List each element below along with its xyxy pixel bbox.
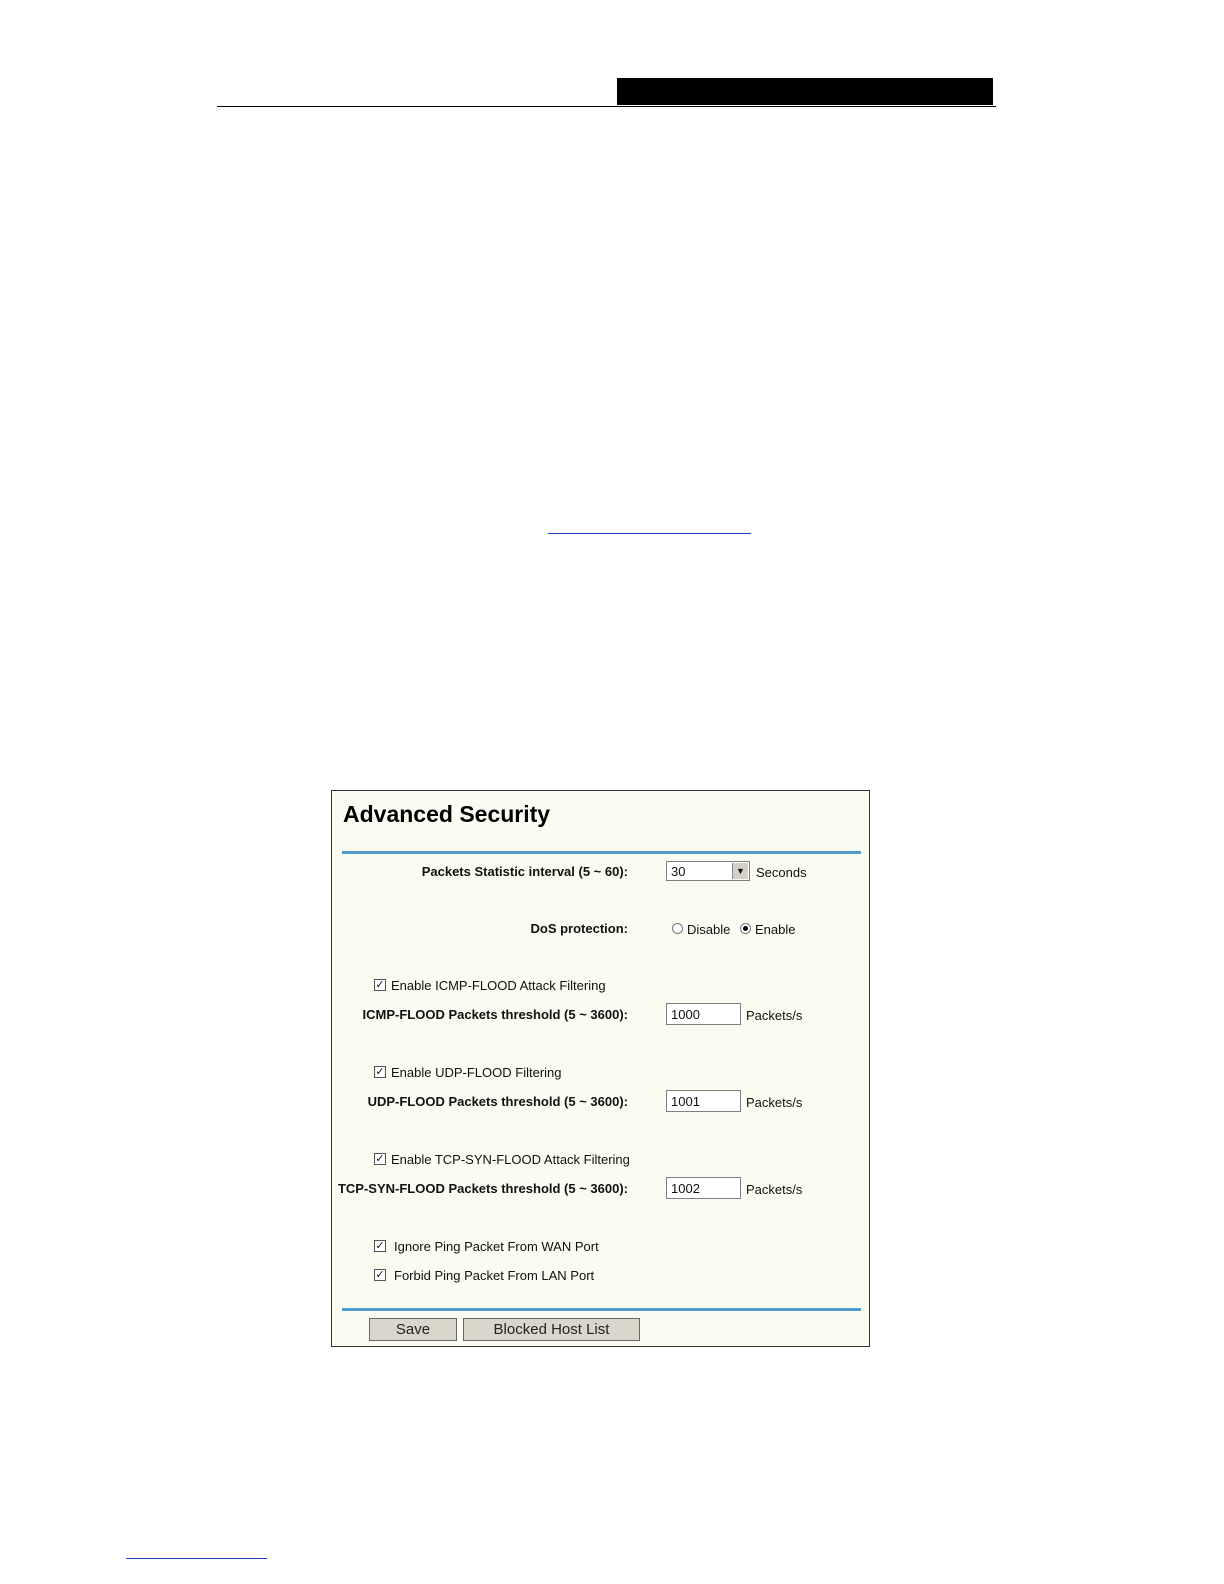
page-title: Advanced Security — [343, 801, 551, 827]
ignore-ping-wan-checkbox[interactable]: ✓ — [375, 1240, 385, 1252]
udp-threshold-label: UDP-FLOOD Packets threshold (5 ~ 3600): — [367, 1094, 628, 1109]
bottom-divider — [342, 1308, 861, 1311]
dos-enable-label: Enable — [755, 922, 796, 937]
icmp-threshold-input[interactable] — [666, 1003, 741, 1025]
tcp-syn-threshold-input[interactable] — [666, 1177, 741, 1199]
advanced-security-panel — [331, 790, 870, 1347]
udp-threshold-unit: Packets/s — [746, 1095, 803, 1110]
hyperlink-underline[interactable] — [548, 533, 751, 534]
footer-link-underline[interactable] — [126, 1558, 267, 1559]
blocked-host-list-button[interactable]: Blocked Host List — [463, 1318, 640, 1341]
dos-protection-label: DoS protection: — [530, 921, 628, 936]
icmp-threshold-label: ICMP-FLOOD Packets threshold (5 ~ 3600): — [362, 1007, 628, 1022]
tcp-syn-filter-label: Enable TCP-SYN-FLOOD Attack Filtering — [391, 1152, 630, 1167]
icmp-threshold-unit: Packets/s — [746, 1008, 803, 1023]
forbid-ping-lan-label: Forbid Ping Packet From LAN Port — [394, 1268, 595, 1283]
chevron-down-icon[interactable]: ▼ — [732, 863, 748, 879]
icmp-filter-checkbox[interactable]: ✓ — [375, 979, 385, 991]
header-rule — [217, 106, 996, 107]
udp-filter-label: Enable UDP-FLOOD Filtering — [391, 1065, 562, 1080]
packets-interval-value: 30 — [671, 864, 686, 879]
tcp-syn-threshold-unit: Packets/s — [746, 1182, 803, 1197]
save-button[interactable]: Save — [369, 1318, 457, 1341]
tcp-syn-threshold-label: TCP-SYN-FLOOD Packets threshold (5 ~ 3600): — [337, 1181, 628, 1196]
header-bar — [617, 78, 993, 105]
top-divider — [342, 851, 861, 854]
tcp-syn-filter-checkbox[interactable]: ✓ — [375, 1153, 385, 1165]
udp-threshold-input[interactable] — [666, 1090, 741, 1112]
icmp-filter-label: Enable ICMP-FLOOD Attack Filtering — [391, 978, 606, 993]
dos-enable-radio[interactable] — [740, 923, 751, 934]
ignore-ping-wan-label: Ignore Ping Packet From WAN Port — [394, 1239, 599, 1254]
dos-disable-label: Disable — [687, 922, 731, 937]
packets-interval-unit: Seconds — [756, 865, 807, 880]
udp-filter-checkbox[interactable]: ✓ — [375, 1066, 385, 1078]
packets-interval-select[interactable] — [666, 861, 750, 881]
forbid-ping-lan-checkbox[interactable]: ✓ — [375, 1269, 385, 1281]
dos-disable-radio[interactable] — [672, 923, 683, 934]
packets-interval-label: Packets Statistic interval (5 ~ 60): — [421, 864, 628, 879]
